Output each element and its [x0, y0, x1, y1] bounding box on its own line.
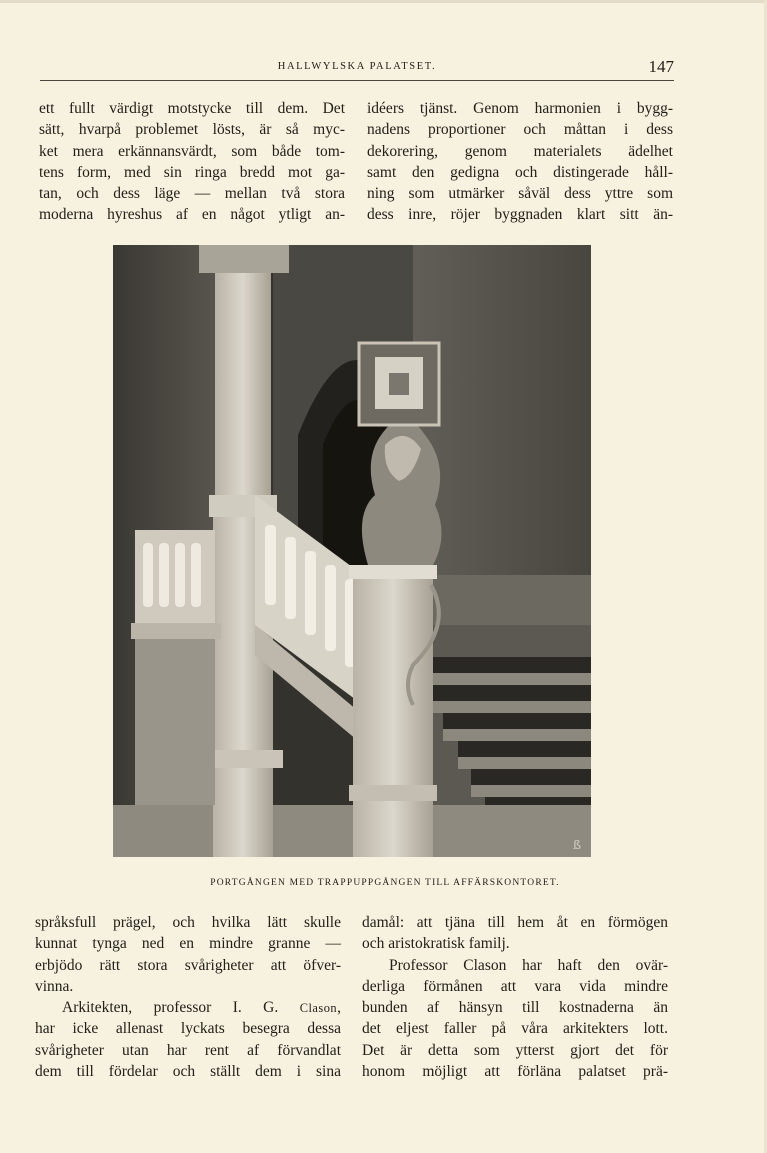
- svg-text:ß: ß: [573, 838, 582, 852]
- staircase-photograph: [113, 245, 591, 857]
- text-column-top-left: [39, 98, 345, 226]
- text-line: ning som utmärker såväl dess yttre som: [367, 185, 673, 203]
- text-line: det eljest faller på våra arkitekters lott.: [362, 1020, 668, 1038]
- text-line: kunnat tynga ned en mindre granne —: [35, 935, 341, 953]
- text-line: vinna.: [35, 977, 74, 995]
- text-line: Det är detta som ytterst gjort det för: [362, 1041, 668, 1059]
- text-column-bottom-left: [35, 912, 341, 1082]
- figure-caption: PORTGÅNGEN MED TRAPPUPPGÅNGEN TILL AFFÄRSKONTORET.: [210, 878, 560, 888]
- text-line: och aristokratisk familj.: [362, 935, 510, 953]
- text-line: idéers tjänst. Genom harmonien i bygg-: [367, 100, 673, 117]
- text-line: ett fullt värdigt motstycke till dem. Det: [39, 100, 345, 117]
- text-column-bottom-right: [362, 912, 668, 1082]
- architect-name: Clason: [299, 1001, 338, 1016]
- text-line: bunden af hänsyn till kostnaderna än: [362, 999, 668, 1017]
- text-line: dem till fördelar och ställt dem i sina: [35, 1063, 341, 1081]
- text-line: tens form, med sin ringa bredd mot ga-: [39, 163, 345, 181]
- page-edge: [0, 0, 767, 3]
- text-line: har icke allenast lyckats besegra dessa: [35, 1020, 341, 1038]
- text-line: dekorering, genom materialets ädelhet: [367, 142, 673, 160]
- text-fragment: Arkitekten, professor I. G.: [62, 999, 300, 1017]
- text-line: derliga förmånen att vara vida mindre: [362, 977, 668, 995]
- text-line: Professor Clason har haft den ovär-: [389, 956, 668, 974]
- staircase-illustration: [113, 245, 591, 857]
- text-line: erbjödo rätt stora svårigheter att öfver-: [35, 956, 341, 974]
- text-line: dess inre, röjer byggnaden klart sitt än-: [367, 206, 673, 224]
- text-line: sätt, hvarpå problemet lösts, är så myc-: [39, 121, 345, 139]
- text-line: svårigheter utan har rent af förvandlat: [35, 1041, 341, 1059]
- text-line: ket mera erkännansvärdt, som både tom-: [39, 142, 345, 160]
- text-line: språksfull prägel, och hvilka lätt skulle: [35, 914, 341, 931]
- text-line: samt den gedigna och distingerade håll-: [367, 163, 673, 181]
- text-line: moderna hyreshus af en något ytligt an-: [39, 206, 345, 224]
- text-column-top-right: [367, 98, 673, 226]
- page-number: 147: [648, 57, 674, 76]
- text-line: nadens proportioner och måttan i dess: [367, 121, 673, 139]
- text-line: damål: att tjäna till hem åt en förmögen: [362, 914, 668, 931]
- text-fragment: ,: [337, 999, 341, 1017]
- text-line: [35, 997, 341, 1018]
- text-line: tan, och dess läge — mellan två stora: [39, 185, 345, 203]
- running-header: [40, 58, 674, 81]
- text-line: honom möjligt att förläna palatset prä-: [362, 1063, 668, 1081]
- running-title: HALLWYLSKA PALATSET.: [277, 61, 437, 72]
